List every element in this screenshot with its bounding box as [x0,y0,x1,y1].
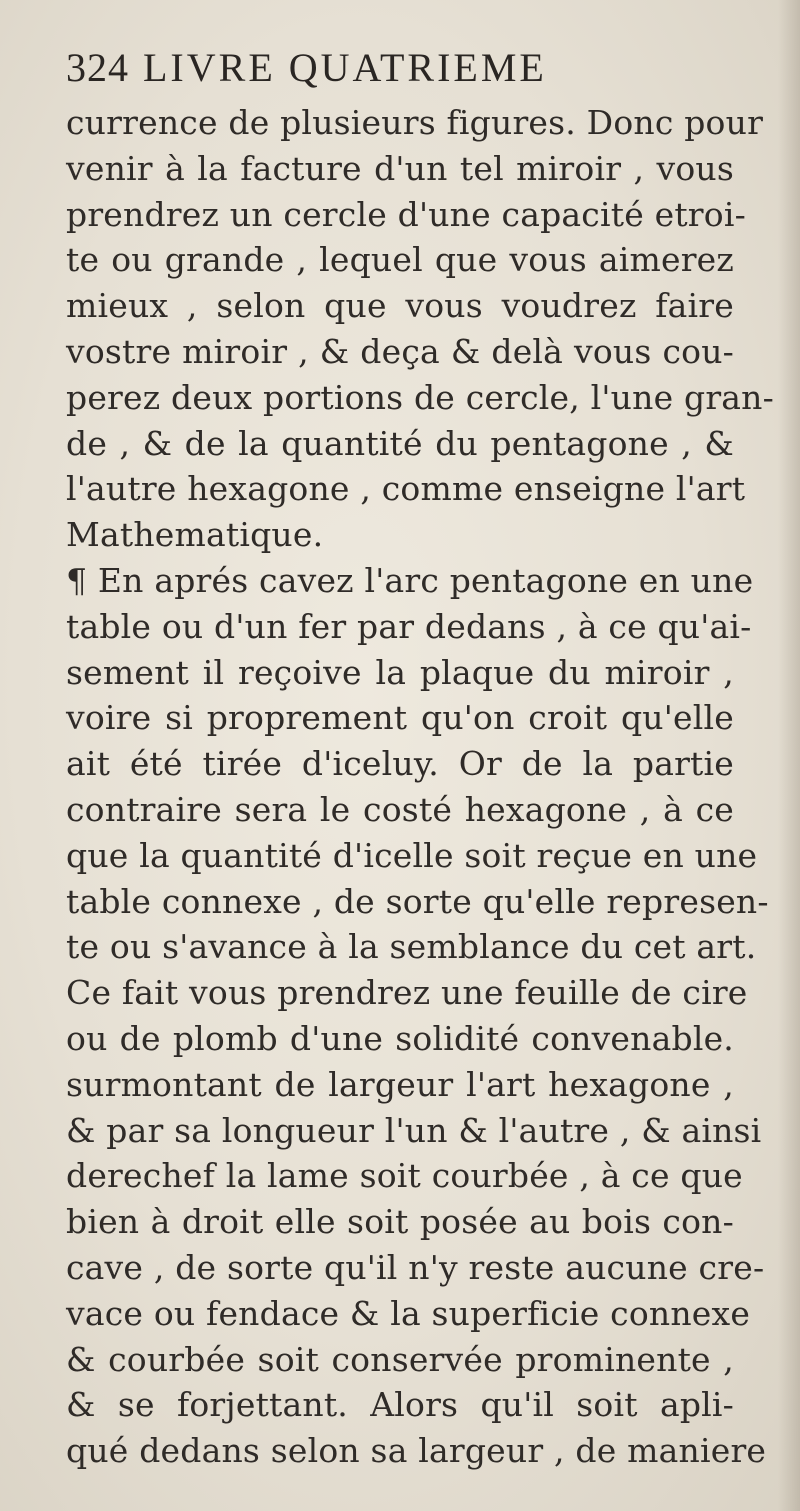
text-line: & se forjettant. Alors qu'il soit apli- [66,1385,734,1425]
text-line: derechef la lame soit courbée , à ce que [66,1156,743,1196]
text-line: cave , de sorte qu'il n'y reste aucune cre- [66,1247,765,1287]
text-line: bien à droit elle soit posée au bois con- [66,1202,734,1242]
text-line: currence de plusieurs figures. Donc pour [66,103,764,142]
text-line: ¶ En aprés cavez l'arc pentagone en une [66,560,754,600]
text-line: vace ou fendace & la superficie connexe [66,1293,751,1333]
text-line: venir à la facture d'un tel miroir , vous [66,148,734,188]
text-line: vostre miroir , & deça & delà vous cou- [66,331,734,371]
text-line: Ce fait vous prendrez une feuille de cire [66,973,748,1013]
text-line: l'autre hexagone , comme enseigne l'art [66,469,746,509]
text-line: de , & de la quantité du pentagone , & [66,423,734,463]
text-line: te ou s'avance à la semblance du cet art. [66,927,757,967]
page-edge-shadow [778,0,800,1511]
text-line: te ou grande , lequel que vous aimerez [66,240,734,280]
text-line: ou de plomb d'une solidité convenable. [66,1018,734,1058]
running-head: LIVRE QUATRIEME [143,45,547,90]
text-line: voire si proprement qu'on croit qu'elle [66,698,734,738]
text-line: que la quantité d'icelle soit reçue en une [66,835,758,875]
text-line: perez deux portions de cercle, l'une gran- [66,377,774,417]
page-header [66,44,726,100]
text-line: surmontant de largeur l'art hexagone , [66,1064,734,1104]
body-text [66,100,774,1474]
text-line: qué dedans selon sa largeur , de maniere [66,1431,767,1471]
text-line: ait été tirée d'iceluy. Or de la partie [66,744,734,784]
text-line: & par sa longueur l'un & l'autre , & ainsi [66,1110,762,1150]
text-line: & courbée soit conservée prominente , [66,1339,734,1379]
page-number: 324 [66,45,129,90]
text-line: Mathematique. [66,515,324,555]
text-line: table connexe , de sorte qu'elle represen- [66,881,769,921]
text-line: prendrez un cercle d'une capacité etroi- [66,194,746,234]
text-line: contraire sera le costé hexagone , à ce [66,789,734,829]
text-line: mieux , selon que vous voudrez faire [66,286,734,326]
text-line: table ou d'un fer par dedans , à ce qu'ai- [66,606,752,646]
text-line: sement il reçoive la plaque du miroir , [66,652,734,692]
